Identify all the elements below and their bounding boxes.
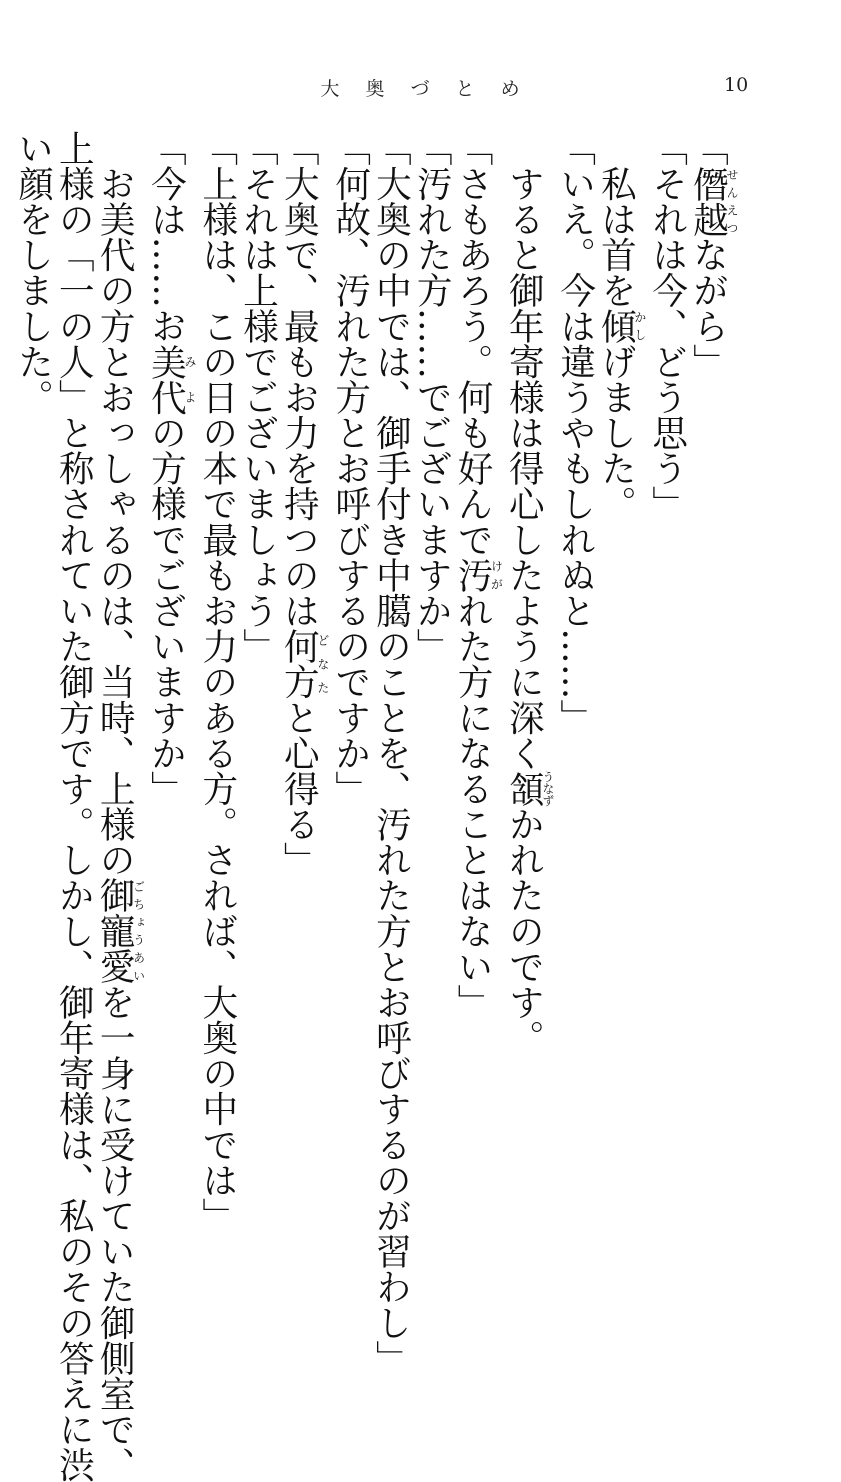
text-segment: すると御年寄様は得心したように深く (503, 130, 545, 771)
ruby-annotated-word (503, 770, 555, 807)
text-segment: 「上様は、この日の本で最もお力のある方。されば、大奥の中では」 (196, 130, 238, 1234)
text-segment: かれたのです。 (503, 806, 545, 1056)
text-segment: 「大奥で、最もお力を持つのは (278, 130, 320, 629)
text-segment: 「それは上様でございましょう」 (237, 130, 279, 664)
ruby-annotated-word (452, 557, 504, 593)
text-segment: 「さもあろう。何も好んで (452, 130, 494, 558)
vertical-body-text (12, 130, 739, 1482)
ruby-annotated-word (278, 628, 330, 700)
text-segment: 上様の「一の人」と称されていた御方です。しかし、御年寄様は、私のその答えに渋 (53, 130, 95, 1482)
text-segment: げました。 (595, 343, 637, 522)
text-line (370, 130, 412, 1376)
text-segment: を一身に受けていた御側室で、 (94, 984, 136, 1482)
text-segment: 「それは今、どう思う」 (646, 130, 688, 522)
text-line (53, 130, 95, 1482)
text-line (503, 130, 554, 1140)
text-segment: と心得る」 (278, 699, 320, 878)
text-line (196, 130, 238, 1234)
ruby-annotated-word (595, 307, 647, 344)
text-segment: 「何故、汚れた方とお呼びするのですか」 (329, 130, 371, 807)
ruby-annotated-word (145, 343, 197, 415)
ruby-base: 頷 (503, 770, 545, 807)
ruby-base: 傾 (595, 307, 637, 344)
text-line (329, 130, 370, 1140)
text-segment: 「今は……お (145, 130, 187, 344)
ruby-reading: どなた (315, 628, 330, 700)
ruby-reading: かし (632, 307, 647, 344)
text-segment: お美代の方とおっしゃるのは、当時、上様の (94, 130, 136, 878)
text-line (12, 130, 53, 1140)
ruby-annotated-word (687, 165, 739, 237)
text-segment: の方様でございますか」 (145, 414, 187, 807)
text-segment: 「大奥の中では、御手付き中臈のことを、汚れた方とお呼びするのが習わし」 (370, 130, 412, 1376)
ruby-annotated-word (94, 877, 146, 985)
text-line (237, 130, 278, 1140)
text-segment: い顔をしました。 (12, 130, 54, 415)
ruby-base: 何方 (278, 628, 320, 700)
ruby-base: 汚 (452, 557, 494, 593)
text-line (451, 130, 502, 1140)
ruby-base: 美代 (145, 343, 187, 415)
running-title: 大 奥 づ と め (320, 78, 530, 100)
ruby-reading: みよ (182, 343, 197, 415)
ruby-reading: ごちょうあい (131, 877, 146, 985)
text-line (410, 130, 451, 1140)
ruby-reading: せんえつ (725, 165, 739, 237)
text-line (595, 130, 646, 1140)
text-line (278, 130, 329, 1140)
text-segment: 「 (687, 130, 729, 166)
ruby-reading: うなず (540, 770, 555, 807)
page-number: 10 (724, 74, 749, 96)
text-segment: 「汚れた方……でございますか」 (411, 130, 453, 664)
text-line (687, 130, 738, 1140)
text-line (93, 130, 146, 1482)
text-line (646, 130, 687, 1140)
ruby-base: 僭越 (687, 165, 729, 237)
text-segment: ながら」 (687, 236, 729, 380)
ruby-base: 御寵愛 (94, 877, 136, 985)
text-segment: 「いえ。今は違うやもしれぬと……」 (554, 130, 596, 736)
ruby-reading: けが (489, 557, 504, 593)
text-line (554, 130, 595, 1140)
text-segment: れた方になることはない」 (452, 592, 494, 1020)
text-segment: 私は首を (595, 130, 637, 308)
text-line (145, 130, 196, 1140)
